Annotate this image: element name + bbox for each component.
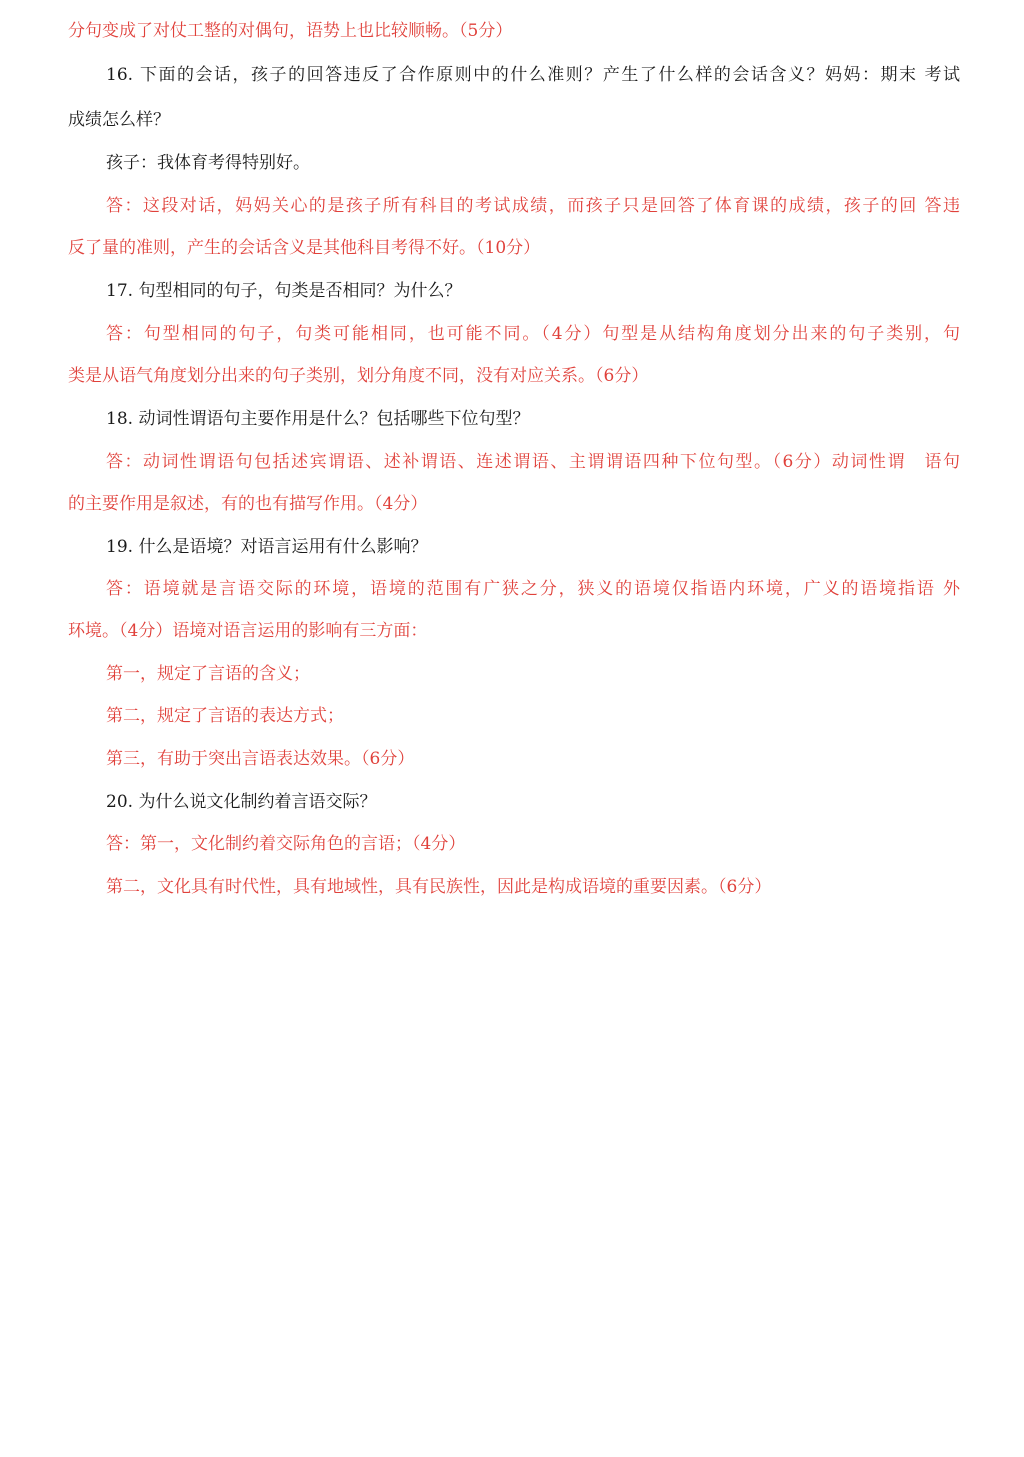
answer-19-point-2: 第二，规定了言语的表达方式； <box>106 706 344 726</box>
question-17: 17. 句型相同的句子，句类是否相同？为什么？ <box>106 281 462 301</box>
question-18: 18. 动词性谓语句主要作用是什么？包括哪些下位句型？ <box>106 409 530 429</box>
answer-20-point-2: 第二，文化具有时代性，具有地域性，具有民族性，因此是构成语境的重要因素。（6分） <box>106 877 772 897</box>
question-16-line-2: 成绩怎么样？ <box>68 110 170 130</box>
answer-19-line-1: 答：语境就是言语交际的环境，语境的范围有广狭之分，狭义的语境仅指语内环境，广义的语境指语 外 <box>106 579 960 599</box>
answer-20-point-1: 答：第一，文化制约着交际角色的言语；（4分） <box>106 834 466 854</box>
question-19: 19. 什么是语境？对语言运用有什么影响？ <box>106 537 428 557</box>
answer-16-line-2: 反了量的准则，产生的会话含义是其他科目考得不好。（10分） <box>68 238 541 258</box>
answer-18-line-1: 答：动词性谓语句包括述宾谓语、述补谓语、连述谓语、主谓谓语四种下位句型。（6分）动词性谓 语句 <box>106 452 960 472</box>
question-20: 20. 为什么说文化制约着言语交际？ <box>106 792 377 812</box>
answer-17-line-1: 答：句型相同的句子，句类可能相同，也可能不同。（4分）句型是从结构角度划分出来的句子类别，句 <box>106 324 960 344</box>
answer-19-point-3: 第三，有助于突出言语表达效果。（6分） <box>106 749 415 769</box>
question-16-dialogue: 孩子：我体育考得特别好。 <box>106 153 310 173</box>
answer-19-point-1: 第一，规定了言语的含义； <box>106 664 310 684</box>
answer-17-line-2: 类是从语气角度划分出来的句子类别，划分角度不同，没有对应关系。（6分） <box>68 366 649 386</box>
answer-19-line-2: 环境。（4分）语境对语言运用的影响有三方面： <box>68 621 428 641</box>
answer-16-line-1: 答：这段对话，妈妈关心的是孩子所有科目的考试成绩，而孩子只是回答了体育课的成绩，孩子的回 答违 <box>106 196 960 216</box>
answer-15-continuation: 分句变成了对仗工整的对偶句，语势上也比较顺畅。（5分） <box>68 21 513 41</box>
answer-18-line-2: 的主要作用是叙述，有的也有描写作用。（4分） <box>68 494 428 514</box>
question-16-line-1: 16. 下面的会话，孩子的回答违反了合作原则中的什么准则？产生了什么样的会话含义？妈妈：期末 考试 <box>106 65 960 85</box>
